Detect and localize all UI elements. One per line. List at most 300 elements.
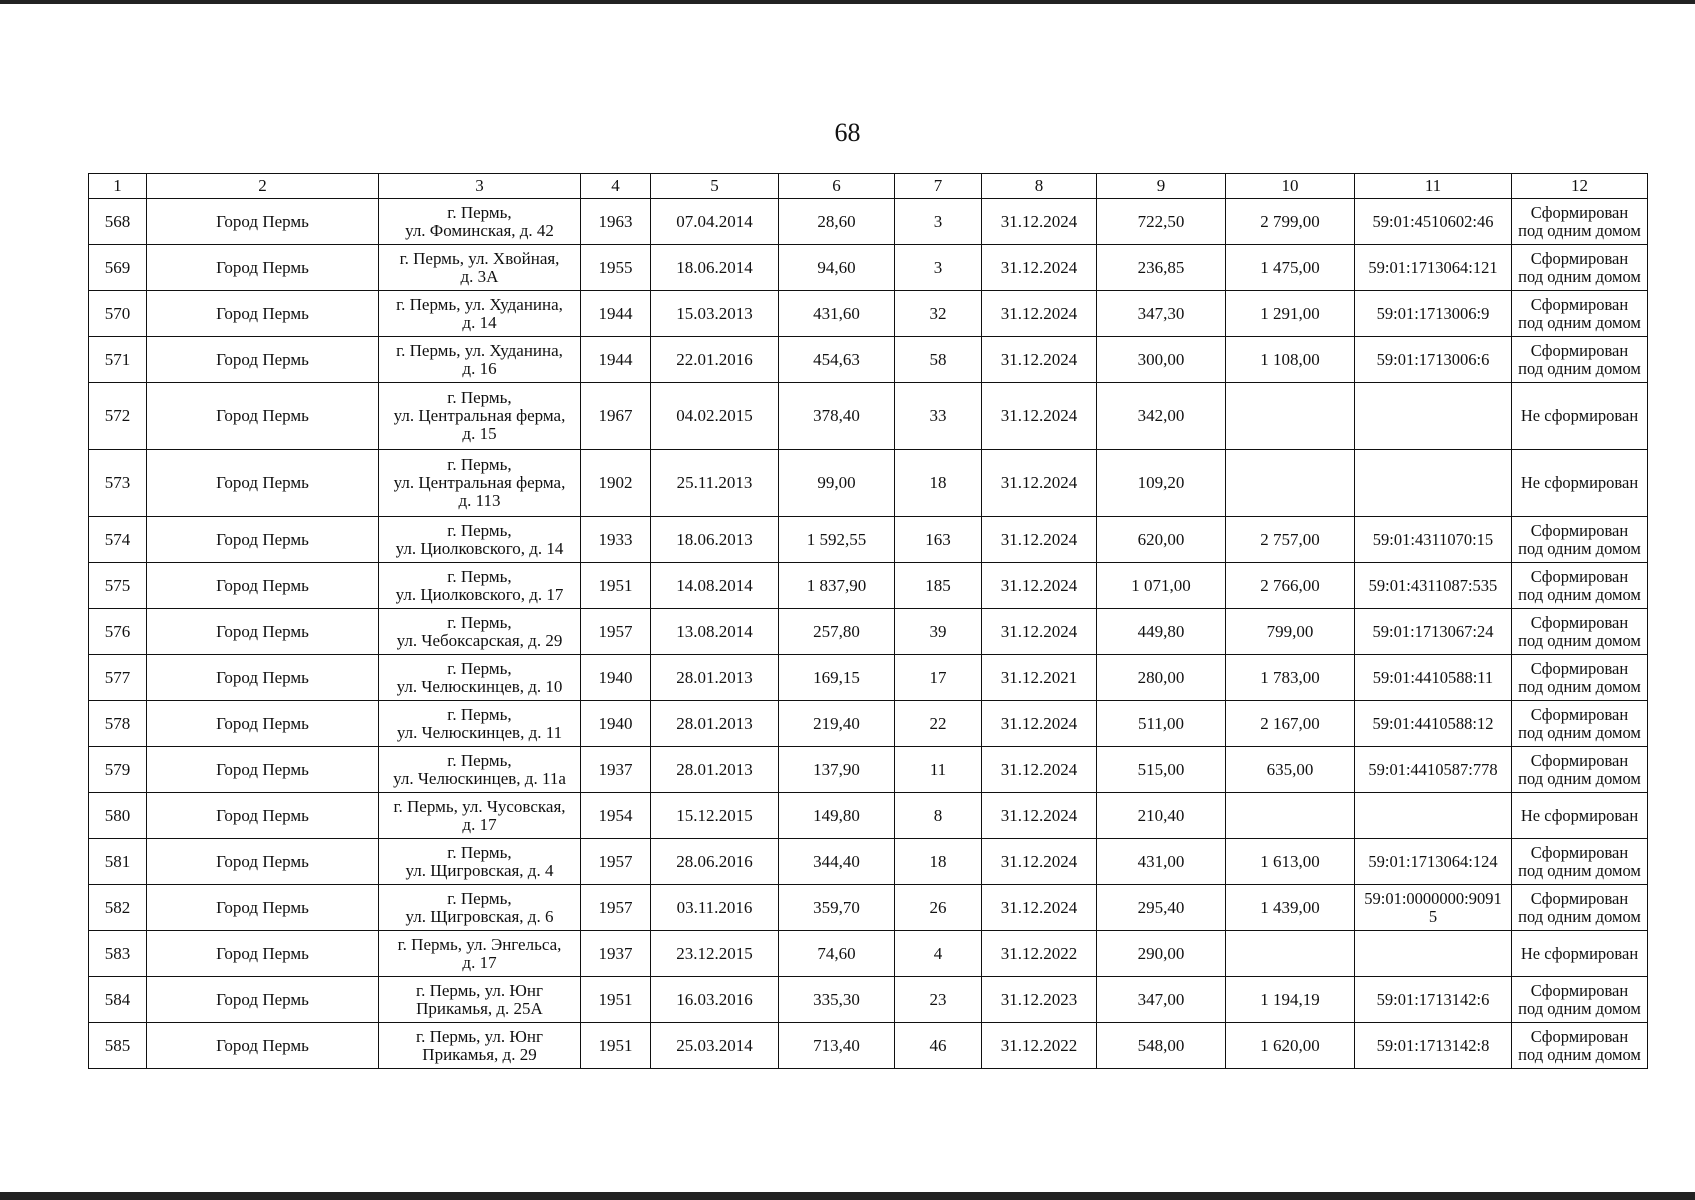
address-cell <box>379 383 581 450</box>
year-built-cell: 1944 <box>581 291 651 337</box>
cadastral-number-cell <box>1355 701 1512 747</box>
address-line: ул. Челюскинцев, д. 11 <box>396 722 563 742</box>
address-cell <box>379 291 581 337</box>
land-status-line: Сформирован <box>1530 612 1629 632</box>
table-row <box>89 337 1648 383</box>
date-cell: 14.08.2014 <box>651 563 779 609</box>
year-built-cell: 1902 <box>581 450 651 517</box>
cadastral-number-cell <box>1355 450 1512 517</box>
column-number-header-row <box>89 174 1648 199</box>
residents-cell: 3 <box>895 245 982 291</box>
address-line: г. Пермь, <box>447 202 512 222</box>
cadastral-number-line: 59:01:1713142:8 <box>1376 1035 1490 1055</box>
residents-cell: 163 <box>895 517 982 563</box>
land-status-line: Сформирован <box>1530 520 1629 540</box>
municipality-cell: Город Пермь <box>147 1023 379 1069</box>
row-number-cell: 569 <box>89 245 147 291</box>
area-value-cell: 347,30 <box>1097 291 1226 337</box>
address-line: г. Пермь, ул. Энгельса, <box>397 934 562 954</box>
deadline-date-cell: 31.12.2024 <box>982 291 1097 337</box>
address-cell <box>379 609 581 655</box>
row-number-cell: 583 <box>89 931 147 977</box>
area-cell: 431,60 <box>779 291 895 337</box>
land-status-line: под одним домом <box>1518 584 1641 604</box>
cadastral-number-line: 59:01:1713067:24 <box>1372 621 1494 641</box>
column-number-header: 3 <box>379 174 581 199</box>
cadastral-number-cell <box>1355 291 1512 337</box>
year-built-cell: 1963 <box>581 199 651 245</box>
area-cell: 1 837,90 <box>779 563 895 609</box>
land-status-line: под одним домом <box>1518 312 1641 332</box>
area-cell: 74,60 <box>779 931 895 977</box>
municipality-cell: Город Пермь <box>147 931 379 977</box>
row-number-cell: 576 <box>89 609 147 655</box>
table-row <box>89 450 1648 517</box>
residents-cell: 11 <box>895 747 982 793</box>
land-status-cell <box>1512 885 1648 931</box>
address-cell <box>379 245 581 291</box>
land-status-cell <box>1512 337 1648 383</box>
table-row <box>89 245 1648 291</box>
municipality-cell: Город Пермь <box>147 793 379 839</box>
land-area-cell <box>1226 793 1355 839</box>
year-built-cell: 1933 <box>581 517 651 563</box>
area-cell: 378,40 <box>779 383 895 450</box>
deadline-date-cell: 31.12.2024 <box>982 337 1097 383</box>
land-area-cell: 1 291,00 <box>1226 291 1355 337</box>
address-line: ул. Челюскинцев, д. 10 <box>396 676 563 696</box>
table-row <box>89 839 1648 885</box>
land-status-cell <box>1512 383 1648 450</box>
address-cell <box>379 1023 581 1069</box>
row-number-cell: 574 <box>89 517 147 563</box>
area-value-cell: 548,00 <box>1097 1023 1226 1069</box>
land-status-cell <box>1512 609 1648 655</box>
residents-cell: 22 <box>895 701 982 747</box>
land-status-line: под одним домом <box>1518 722 1641 742</box>
row-number-cell: 568 <box>89 199 147 245</box>
table-row <box>89 977 1648 1023</box>
area-cell: 94,60 <box>779 245 895 291</box>
date-cell: 18.06.2014 <box>651 245 779 291</box>
residents-cell: 18 <box>895 839 982 885</box>
address-line: г. Пермь, <box>447 842 512 862</box>
address-cell <box>379 977 581 1023</box>
cadastral-number-cell <box>1355 747 1512 793</box>
land-status-line: Сформирован <box>1530 658 1629 678</box>
address-line: д. 14 <box>462 312 497 332</box>
cadastral-number-line: 59:01:4410588:12 <box>1372 713 1494 733</box>
table-row <box>89 609 1648 655</box>
land-area-cell <box>1226 383 1355 450</box>
address-cell <box>379 931 581 977</box>
deadline-date-cell: 31.12.2024 <box>982 793 1097 839</box>
table-row <box>89 1023 1648 1069</box>
area-value-cell: 290,00 <box>1097 931 1226 977</box>
area-cell: 344,40 <box>779 839 895 885</box>
address-line: г. Пермь, ул. Худанина, <box>396 340 563 360</box>
land-status-cell <box>1512 563 1648 609</box>
area-value-cell: 236,85 <box>1097 245 1226 291</box>
column-number-header: 7 <box>895 174 982 199</box>
address-line: ул. Щигровская, д. 4 <box>405 860 554 880</box>
column-number-header: 11 <box>1355 174 1512 199</box>
area-value-cell: 515,00 <box>1097 747 1226 793</box>
land-status-line: Сформирован <box>1530 704 1629 724</box>
land-status-line: Не сформирован <box>1520 943 1639 963</box>
column-number-header: 8 <box>982 174 1097 199</box>
year-built-cell: 1940 <box>581 701 651 747</box>
land-status-cell <box>1512 291 1648 337</box>
residents-cell: 46 <box>895 1023 982 1069</box>
cadastral-number-line: 59:01:1713006:6 <box>1376 349 1490 369</box>
residents-cell: 8 <box>895 793 982 839</box>
scan-edge-top <box>0 0 1695 4</box>
address-line: г. Пермь, <box>447 612 512 632</box>
land-status-cell <box>1512 655 1648 701</box>
deadline-date-cell: 31.12.2024 <box>982 563 1097 609</box>
cadastral-number-cell <box>1355 609 1512 655</box>
area-value-cell: 342,00 <box>1097 383 1226 450</box>
address-line: д. 17 <box>462 814 497 834</box>
land-status-line: Сформирован <box>1530 248 1629 268</box>
address-line: ул. Фоминская, д. 42 <box>405 220 554 240</box>
deadline-date-cell: 31.12.2024 <box>982 747 1097 793</box>
land-status-cell <box>1512 701 1648 747</box>
deadline-date-cell: 31.12.2024 <box>982 701 1097 747</box>
deadline-date-cell: 31.12.2024 <box>982 245 1097 291</box>
scan-edge-bottom <box>0 1192 1695 1200</box>
table-row <box>89 563 1648 609</box>
cadastral-number-line: 59:01:4410587:778 <box>1368 759 1498 779</box>
row-number-cell: 585 <box>89 1023 147 1069</box>
row-number-cell: 570 <box>89 291 147 337</box>
table-row <box>89 199 1648 245</box>
land-area-cell: 1 194,19 <box>1226 977 1355 1023</box>
land-status-cell <box>1512 1023 1648 1069</box>
land-status-line: Не сформирован <box>1520 406 1639 425</box>
date-cell: 28.06.2016 <box>651 839 779 885</box>
area-cell: 257,80 <box>779 609 895 655</box>
land-area-cell: 1 108,00 <box>1226 337 1355 383</box>
address-cell <box>379 450 581 517</box>
cadastral-number-cell <box>1355 655 1512 701</box>
cadastral-number-cell <box>1355 1023 1512 1069</box>
residents-cell: 32 <box>895 291 982 337</box>
land-status-line: Не сформирован <box>1520 473 1639 492</box>
address-line: Прикамья, д. 25А <box>416 998 543 1018</box>
land-status-line: Сформирован <box>1530 340 1629 360</box>
address-cell <box>379 839 581 885</box>
land-area-cell: 2 167,00 <box>1226 701 1355 747</box>
residents-cell: 58 <box>895 337 982 383</box>
area-value-cell: 620,00 <box>1097 517 1226 563</box>
land-area-cell: 1 783,00 <box>1226 655 1355 701</box>
residents-cell: 3 <box>895 199 982 245</box>
deadline-date-cell: 31.12.2021 <box>982 655 1097 701</box>
date-cell: 16.03.2016 <box>651 977 779 1023</box>
row-number-cell: 575 <box>89 563 147 609</box>
column-number-header: 2 <box>147 174 379 199</box>
residents-cell: 23 <box>895 977 982 1023</box>
residents-cell: 33 <box>895 383 982 450</box>
cadastral-number-cell <box>1355 793 1512 839</box>
area-value-cell: 210,40 <box>1097 793 1226 839</box>
column-number-header: 4 <box>581 174 651 199</box>
area-value-cell: 511,00 <box>1097 701 1226 747</box>
table-row <box>89 931 1648 977</box>
land-status-line: Не сформирован <box>1520 805 1639 825</box>
row-number-cell: 577 <box>89 655 147 701</box>
deadline-date-cell: 31.12.2024 <box>982 383 1097 450</box>
address-line: ул. Центральная ферма, <box>393 473 566 492</box>
address-line: д. 113 <box>458 491 501 510</box>
cadastral-number-cell <box>1355 931 1512 977</box>
year-built-cell: 1957 <box>581 609 651 655</box>
row-number-cell: 571 <box>89 337 147 383</box>
column-number-header: 1 <box>89 174 147 199</box>
cadastral-number-cell <box>1355 337 1512 383</box>
land-status-cell <box>1512 977 1648 1023</box>
cadastral-number-line: 59:01:4311087:535 <box>1368 575 1498 595</box>
area-value-cell: 300,00 <box>1097 337 1226 383</box>
land-area-cell: 1 613,00 <box>1226 839 1355 885</box>
residents-cell: 18 <box>895 450 982 517</box>
date-cell: 04.02.2015 <box>651 383 779 450</box>
land-area-cell: 2 799,00 <box>1226 199 1355 245</box>
address-line: ул. Чебоксарская, д. 29 <box>396 630 563 650</box>
address-line: ул. Циолковского, д. 14 <box>395 538 564 558</box>
municipality-cell: Город Пермь <box>147 291 379 337</box>
address-line: г. Пермь, <box>447 520 512 540</box>
row-number-cell: 579 <box>89 747 147 793</box>
land-status-line: под одним домом <box>1518 860 1641 880</box>
address-line: г. Пермь, ул. Юнг <box>416 1026 543 1046</box>
year-built-cell: 1957 <box>581 839 651 885</box>
table-row <box>89 793 1648 839</box>
land-area-cell: 2 766,00 <box>1226 563 1355 609</box>
address-line: ул. Центральная ферма, <box>393 406 566 425</box>
row-number-cell: 581 <box>89 839 147 885</box>
cadastral-number-line: 59:01:1713064:124 <box>1368 851 1498 871</box>
page-number: 68 <box>834 118 861 147</box>
address-cell <box>379 655 581 701</box>
land-status-line: под одним домом <box>1518 538 1641 558</box>
address-line: д. 17 <box>462 952 497 972</box>
land-area-cell <box>1226 931 1355 977</box>
deadline-date-cell: 31.12.2024 <box>982 199 1097 245</box>
table-row <box>89 747 1648 793</box>
column-number-header: 9 <box>1097 174 1226 199</box>
cadastral-number-line: 59:01:4410588:11 <box>1372 667 1494 687</box>
date-cell: 15.03.2013 <box>651 291 779 337</box>
residents-cell: 26 <box>895 885 982 931</box>
address-line: г. Пермь, ул. Юнг <box>416 980 543 1000</box>
address-line: г. Пермь, ул. Чусовская, <box>393 796 566 816</box>
deadline-date-cell: 31.12.2022 <box>982 1023 1097 1069</box>
date-cell: 18.06.2013 <box>651 517 779 563</box>
municipality-cell: Город Пермь <box>147 747 379 793</box>
date-cell: 03.11.2016 <box>651 885 779 931</box>
municipality-cell: Город Пермь <box>147 563 379 609</box>
year-built-cell: 1955 <box>581 245 651 291</box>
address-line: д. 3А <box>460 266 499 286</box>
table-row <box>89 885 1648 931</box>
area-value-cell: 280,00 <box>1097 655 1226 701</box>
address-line: г. Пермь, <box>447 455 512 474</box>
area-value-cell: 347,00 <box>1097 977 1226 1023</box>
land-status-line: под одним домом <box>1518 998 1641 1018</box>
cadastral-number-line: 59:01:4311070:15 <box>1372 529 1494 549</box>
municipality-cell: Город Пермь <box>147 383 379 450</box>
address-line: ул. Циолковского, д. 17 <box>395 584 564 604</box>
date-cell: 28.01.2013 <box>651 747 779 793</box>
municipality-cell: Город Пермь <box>147 609 379 655</box>
area-cell: 28,60 <box>779 199 895 245</box>
area-value-cell: 1 071,00 <box>1097 563 1226 609</box>
deadline-date-cell: 31.12.2024 <box>982 609 1097 655</box>
land-status-cell <box>1512 931 1648 977</box>
residents-cell: 39 <box>895 609 982 655</box>
land-status-cell <box>1512 245 1648 291</box>
land-status-line: Сформирован <box>1530 750 1629 770</box>
land-status-line: под одним домом <box>1518 1044 1641 1064</box>
area-cell: 149,80 <box>779 793 895 839</box>
land-status-line: Сформирован <box>1530 294 1629 314</box>
date-cell: 23.12.2015 <box>651 931 779 977</box>
table-row <box>89 701 1648 747</box>
row-number-cell: 582 <box>89 885 147 931</box>
land-area-cell: 2 757,00 <box>1226 517 1355 563</box>
date-cell: 25.11.2013 <box>651 450 779 517</box>
row-number-cell: 578 <box>89 701 147 747</box>
year-built-cell: 1954 <box>581 793 651 839</box>
table-row <box>89 291 1648 337</box>
row-number-cell: 573 <box>89 450 147 517</box>
cadastral-number-cell <box>1355 383 1512 450</box>
address-line: Прикамья, д. 29 <box>422 1044 537 1064</box>
address-cell <box>379 701 581 747</box>
date-cell: 15.12.2015 <box>651 793 779 839</box>
municipality-cell: Город Пермь <box>147 839 379 885</box>
deadline-date-cell: 31.12.2022 <box>982 931 1097 977</box>
area-value-cell: 431,00 <box>1097 839 1226 885</box>
residents-cell: 185 <box>895 563 982 609</box>
land-status-line: Сформирован <box>1530 1026 1629 1046</box>
land-area-cell: 1 620,00 <box>1226 1023 1355 1069</box>
land-status-line: Сформирован <box>1530 842 1629 862</box>
address-cell <box>379 747 581 793</box>
land-status-cell <box>1512 517 1648 563</box>
address-line: г. Пермь, <box>447 750 512 770</box>
year-built-cell: 1944 <box>581 337 651 383</box>
address-cell <box>379 517 581 563</box>
land-status-line: под одним домом <box>1518 358 1641 378</box>
land-status-cell <box>1512 199 1648 245</box>
deadline-date-cell: 31.12.2024 <box>982 450 1097 517</box>
land-status-line: Сформирован <box>1530 888 1629 908</box>
year-built-cell: 1967 <box>581 383 651 450</box>
row-number-cell: 584 <box>89 977 147 1023</box>
municipality-cell: Город Пермь <box>147 245 379 291</box>
land-area-cell: 1 475,00 <box>1226 245 1355 291</box>
row-number-cell: 580 <box>89 793 147 839</box>
table-row <box>89 383 1648 450</box>
cadastral-number-cell <box>1355 885 1512 931</box>
housing-register-table <box>88 173 1648 1069</box>
cadastral-number-cell <box>1355 199 1512 245</box>
cadastral-number-cell <box>1355 517 1512 563</box>
year-built-cell: 1937 <box>581 931 651 977</box>
cadastral-number-cell <box>1355 245 1512 291</box>
address-line: г. Пермь, ул. Хвойная, <box>399 248 560 268</box>
address-line: д. 16 <box>462 358 497 378</box>
land-status-line: под одним домом <box>1518 220 1641 240</box>
address-line: г. Пермь, <box>447 658 512 678</box>
column-number-header: 10 <box>1226 174 1355 199</box>
address-line: г. Пермь, <box>447 566 512 586</box>
area-cell: 454,63 <box>779 337 895 383</box>
land-area-cell: 1 439,00 <box>1226 885 1355 931</box>
municipality-cell: Город Пермь <box>147 701 379 747</box>
area-cell: 1 592,55 <box>779 517 895 563</box>
address-line: ул. Щигровская, д. 6 <box>405 906 554 926</box>
deadline-date-cell: 31.12.2024 <box>982 517 1097 563</box>
date-cell: 25.03.2014 <box>651 1023 779 1069</box>
deadline-date-cell: 31.12.2024 <box>982 885 1097 931</box>
column-number-header: 6 <box>779 174 895 199</box>
deadline-date-cell: 31.12.2023 <box>982 977 1097 1023</box>
address-line: г. Пермь, <box>447 388 512 407</box>
address-line: ул. Челюскинцев, д. 11а <box>393 768 566 788</box>
municipality-cell: Город Пермь <box>147 655 379 701</box>
date-cell: 13.08.2014 <box>651 609 779 655</box>
table-row <box>89 517 1648 563</box>
cadastral-number-line: 5 <box>1428 906 1438 926</box>
address-line: г. Пермь, <box>447 888 512 908</box>
area-cell: 169,15 <box>779 655 895 701</box>
column-number-header: 12 <box>1512 174 1648 199</box>
residents-cell: 4 <box>895 931 982 977</box>
land-status-cell <box>1512 450 1648 517</box>
land-area-cell: 799,00 <box>1226 609 1355 655</box>
area-cell: 359,70 <box>779 885 895 931</box>
municipality-cell: Город Пермь <box>147 450 379 517</box>
year-built-cell: 1951 <box>581 563 651 609</box>
land-status-cell <box>1512 793 1648 839</box>
address-cell <box>379 199 581 245</box>
municipality-cell: Город Пермь <box>147 885 379 931</box>
land-status-line: Сформирован <box>1530 566 1629 586</box>
year-built-cell: 1940 <box>581 655 651 701</box>
cadastral-number-cell <box>1355 839 1512 885</box>
land-status-cell <box>1512 747 1648 793</box>
land-status-line: под одним домом <box>1518 906 1641 926</box>
land-status-line: под одним домом <box>1518 676 1641 696</box>
municipality-cell: Город Пермь <box>147 977 379 1023</box>
date-cell: 28.01.2013 <box>651 655 779 701</box>
address-cell <box>379 563 581 609</box>
area-value-cell: 449,80 <box>1097 609 1226 655</box>
address-cell <box>379 793 581 839</box>
land-status-line: под одним домом <box>1518 630 1641 650</box>
cadastral-number-line: 59:01:1713064:121 <box>1368 257 1498 277</box>
municipality-cell: Город Пермь <box>147 199 379 245</box>
date-cell: 28.01.2013 <box>651 701 779 747</box>
cadastral-number-cell <box>1355 563 1512 609</box>
area-cell: 99,00 <box>779 450 895 517</box>
land-area-cell <box>1226 450 1355 517</box>
